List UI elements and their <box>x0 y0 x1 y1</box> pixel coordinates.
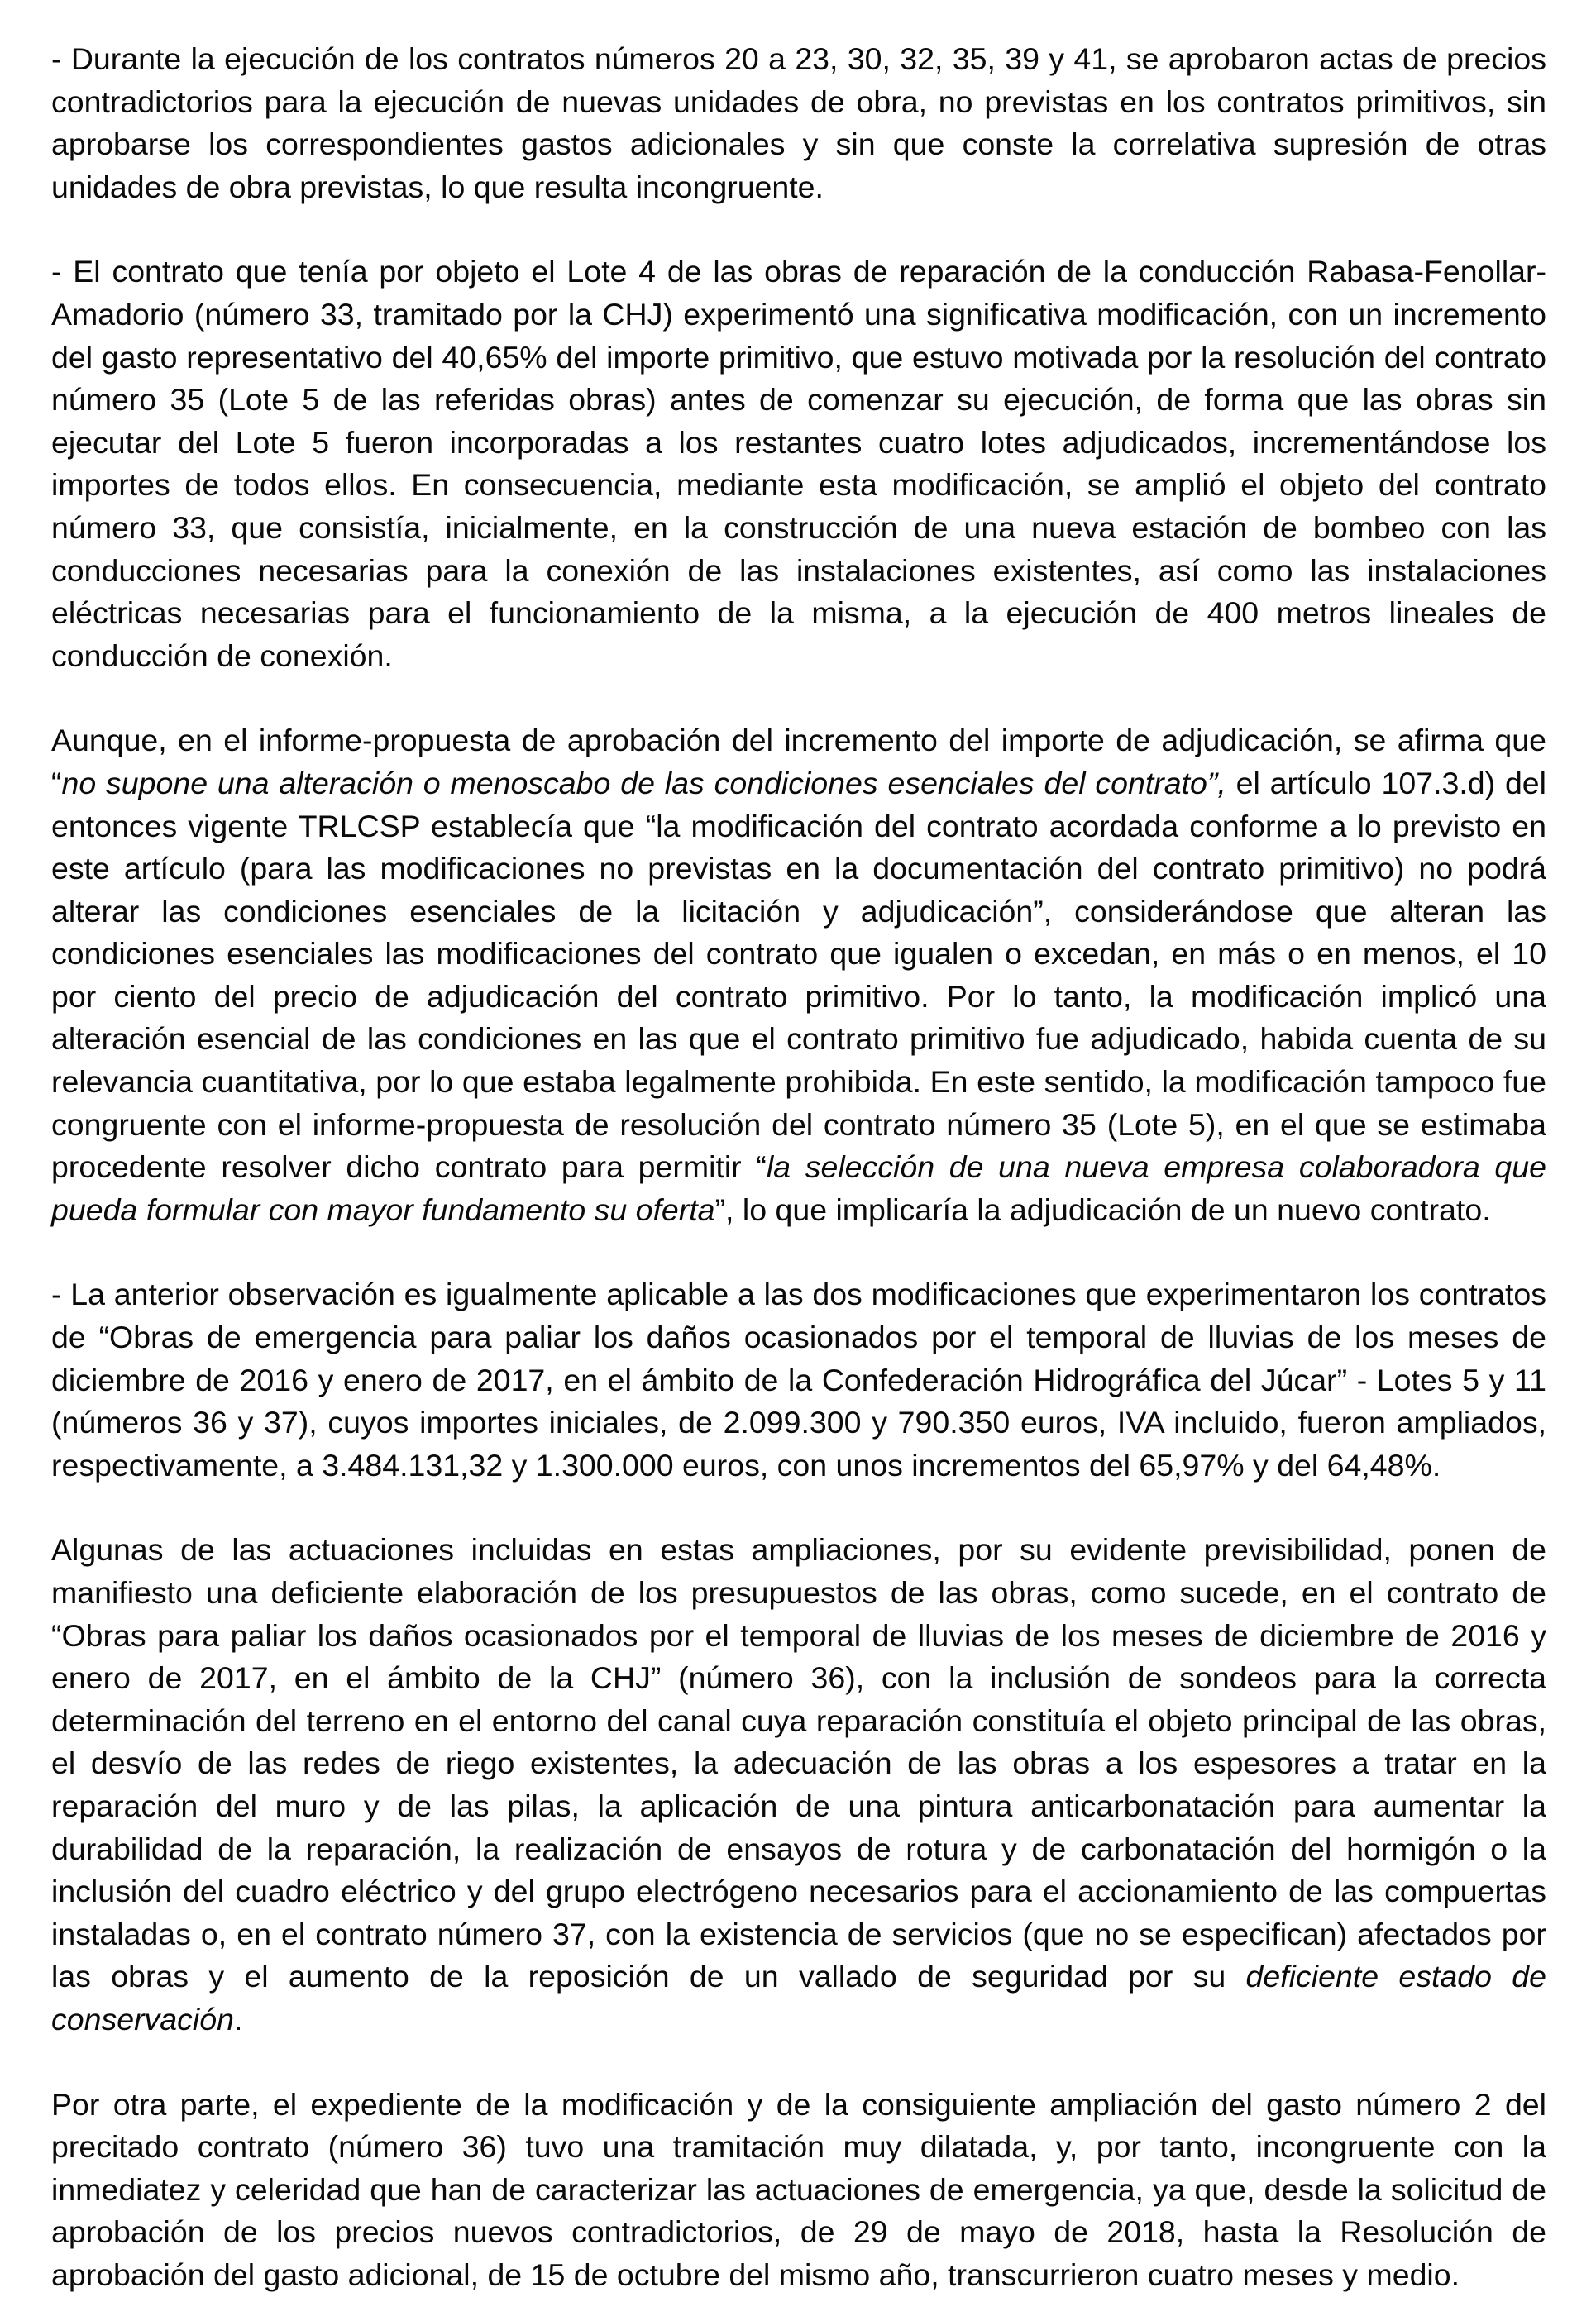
paragraph-text: Aunque, en el informe-propuesta de aprobación del incremento del importe de adjudicación, se afirma que “ <box>51 723 1546 800</box>
paragraph-text: - El contrato que tenía por objeto el Lote 4 de las obras de reparación de la conducción Rabasa-Fenollar-Amadorio (número 33, tramitado por la CHJ) experimentó una significativa modificación, con un incremento del gasto representativo del 40,65% del importe primitivo, que estuvo motivada por la resolución del contrato número 35 (Lote 5 de las referidas obras) antes de comenzar su ejecución, de forma que las obras sin ejecutar del Lote 5 fueron incorporadas a los restantes cuatro lotes adjudicados, incrementándose los importes de todos ellos. En consecuencia, mediante esta modificación, se amplió el objeto del contrato número 33, que consistía, inicialmente, en la construcción de una nueva estación de bombeo con las conducciones necesarias para la conexión de las instalaciones existentes, así como las instalaciones eléctricas necesarias para el funcionamiento de la misma, a la ejecución de 400 metros lineales de conducción de conexión. <box>51 254 1546 673</box>
paragraph-text: Por otra parte, el expediente de la modificación y de la consiguiente ampliación del gasto número 2 del precitado contrato (número 36) tuvo una tramitación muy dilatada, y, por tanto, incongruente con la inmediatez y celeridad que han de caracterizar las actuaciones de emergencia, ya que, desde la solicitud de aprobación de los precios nuevos contradictorios, de 29 de mayo de 2018, hasta la Resolución de aprobación del gasto adicional, de 15 de octubre del mismo año, transcurrieron cuatro meses y medio. <box>51 2086 1546 2292</box>
paragraph-text: ”, lo que implicaría la adjudicación de un nuevo contrato. <box>714 1191 1491 1227</box>
paragraph-text: - Durante la ejecución de los contratos números 20 a 23, 30, 32, 35, 39 y 41, se aprobaron actas de precios contradictorios para la ejecución de nuevas unidades de obra, no previstas en los contratos primitivos, sin aprobarse los correspondientes gastos adicionales y sin que conste la correlativa supresión de otras unidades de obra previstas, lo que resulta incongruente. <box>51 41 1546 204</box>
paragraph-lote-4-modificacion <box>51 251 1546 677</box>
paragraph-text: el artículo 107.3.d) del entonces vigente TRLCSP establecía que “la modificación del contrato acordada conforme a lo previsto en este artículo (para las modificaciones no previstas en la documentación del contrato primitivo) no podrá alterar las condiciones esenciales de la licitación y adjudicación”, considerándose que alteran las condiciones esenciales las modificaciones del contrato que igualen o excedan, en más o en menos, el 10 por ciento del precio de adjudicación del contrato primitivo. Por lo tanto, la modificación implicó una alteración esencial de las condiciones en las que el contrato primitivo fue adjudicado, habida cuenta de su relevancia cuantitativa, por lo que estaba legalmente prohibida. En este sentido, la modificación tampoco fue congruente con el informe-propuesta de resolución del contrato número 35 (Lote 5), en el que se estimaba procedente resolver dicho contrato para permitir “ <box>51 765 1546 1185</box>
paragraph-text: - La anterior observación es igualmente aplicable a las dos modificaciones que experimentaron los contratos de “Obras de emergencia para paliar los daños ocasionados por el temporal de lluvias de los meses de diciembre de 2016 y enero de 2017, en el ámbito de la Confederación Hidrográfica del Júcar” - Lotes 5 y 11 (números 36 y 37), cuyos importes iniciales, de 2.099.300 y 790.350 euros, IVA incluido, fueron ampliados, respectivamente, a 3.484.131,32 y 1.300.000 euros, con unos incrementos del 65,97% y del 64,48%. <box>51 1277 1546 1483</box>
paragraph-obras-emergencia <box>51 1273 1546 1487</box>
paragraph-text: Algunas de las actuaciones incluidas en estas ampliaciones, por su evidente previsibilidad, ponen de manifiesto una deficiente elaboración de los presupuestos de las obras, como sucede, en el contrato de “Obras para paliar los daños ocasionados por el temporal de lluvias de los meses de diciembre de 2016 y enero de 2017, en el ámbito de la CHJ” (número 36), con la inclusión de sondeos para la correcta determinación del terreno en el entorno del canal cuya reparación constituía el objeto principal de las obras, el desvío de las redes de riego existentes, la adecuación de las obras a los espesores a tratar en la reparación del muro y de las pilas, la aplicación de una pintura anticarbonatación para aumentar la durabilidad de la reparación, la realización de ensayos de rotura y de carbonatación del hormigón o la inclusión del cuadro eléctrico y del grupo electrógeno necesarios para el accionamiento de las compuertas instaladas o, en el contrato número 37, con la existencia de servicios (que no se especifican) afectados por las obras y el aumento de la reposición de un vallado de seguridad por su <box>51 1532 1546 1994</box>
paragraph-informe-propuesta <box>51 719 1546 1231</box>
paragraph-tramitacion-dilatada <box>51 2084 1546 2297</box>
paragraph-actuaciones-ampliaciones <box>51 1529 1546 2041</box>
paragraph-text: . <box>233 2001 243 2037</box>
paragraph-precios-contradictorios <box>51 38 1546 208</box>
quoted-italic-text: deficiente estado de conservación <box>51 1959 1546 2037</box>
document-page <box>51 38 1546 2297</box>
quoted-italic-text: la selección de una nueva empresa colaboradora que pueda formular con mayor fundamento su oferta <box>51 1149 1546 1227</box>
quoted-italic-text: no supone una alteración o menoscabo de las condiciones esenciales del contrato”, <box>61 765 1226 800</box>
